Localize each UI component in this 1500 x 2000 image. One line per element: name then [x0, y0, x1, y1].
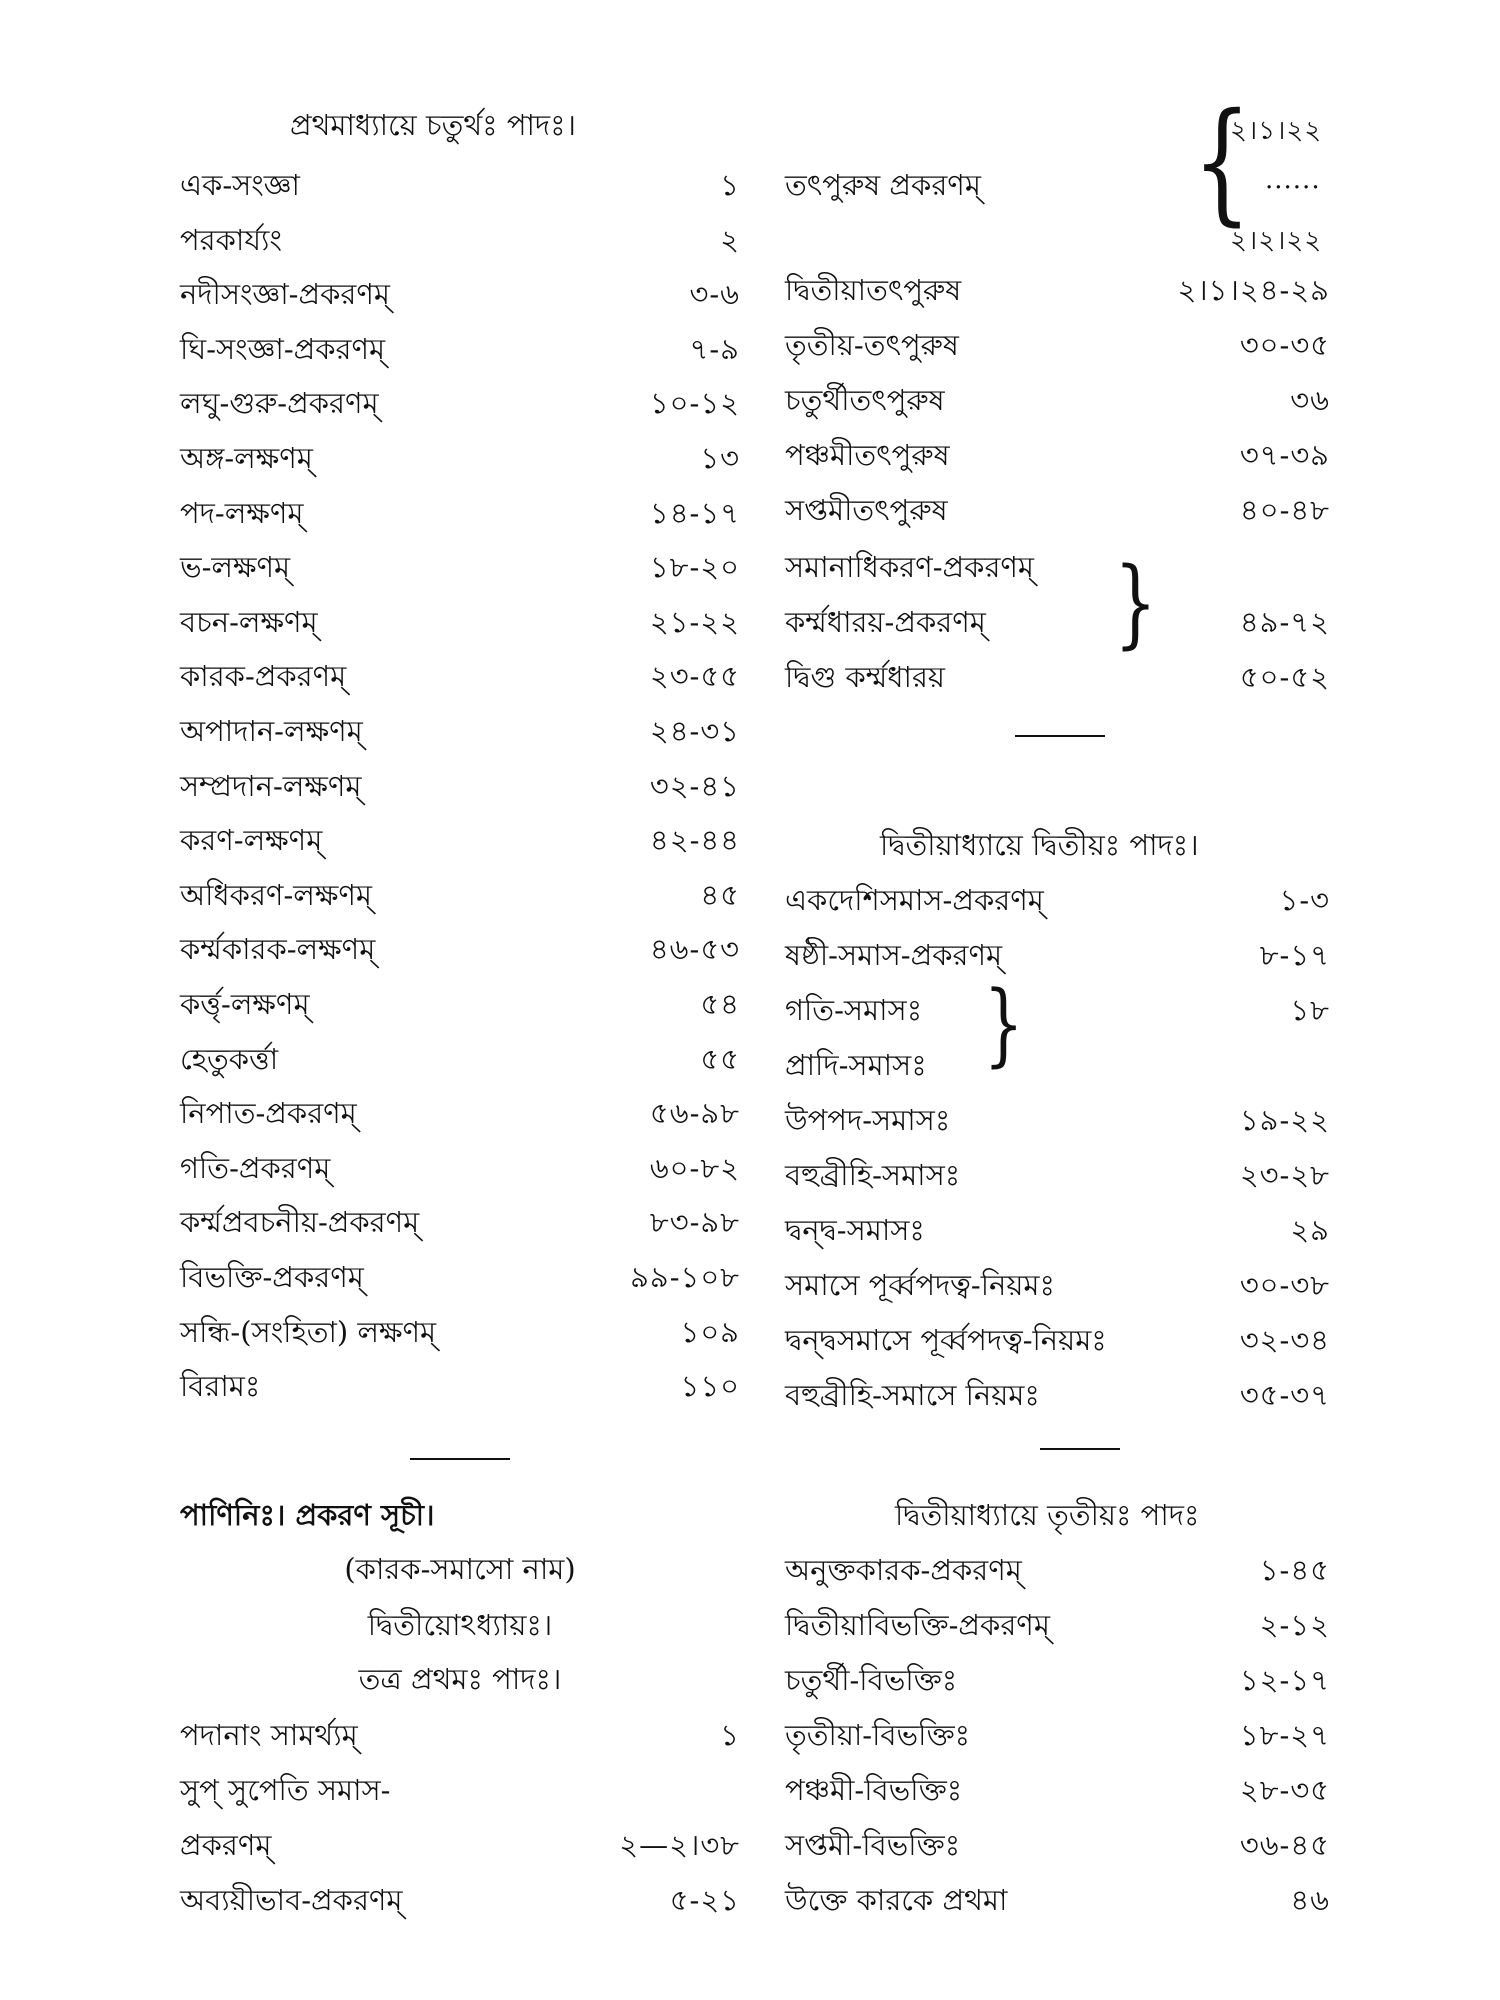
list-item: [785, 1765, 1330, 1815]
item-label: অধিকরণ-লক্ষণম্: [180, 877, 372, 912]
list-item-karmadharaya: [785, 597, 1330, 647]
list-item: [180, 1088, 740, 1138]
item-range: ৪২-৪৪: [649, 823, 740, 858]
item-label: বিরামঃ: [180, 1369, 261, 1404]
list-item: [180, 542, 740, 592]
item-label: সন্ধি-(সংহিতা) লক্ষণম্: [180, 1314, 437, 1349]
item-label: তৎপুরুষ প্রকরণম্: [785, 168, 981, 202]
item-label: চতুর্থী-বিভক্তিঃ: [785, 1663, 958, 1697]
item-label: উক্তে কারকে প্রথমা: [785, 1883, 1008, 1917]
list-item: [180, 160, 740, 210]
item-label: সমাসে পূর্ব্বপদত্ব-নিয়মঃ: [785, 1268, 1055, 1302]
item-label: ঘি-সংজ্ঞা-প্রকরণম্: [180, 331, 386, 366]
list-item: [785, 875, 1330, 925]
list-item: [180, 706, 740, 756]
item-label: বচন-লক্ষণম্: [180, 604, 318, 639]
item-label: কারক-প্রকরণম্: [180, 659, 347, 694]
item-range: ১১০: [680, 1369, 740, 1404]
item-range: ৪৯-৭২: [1239, 605, 1330, 639]
section-title-2-2: দ্বিতীয়াধ্যায়ে দ্বিতীয়ঃ পাদঃ।: [880, 828, 1199, 862]
item-range: ৪৬: [1290, 1883, 1330, 1917]
item-range: ১০-১২: [649, 386, 740, 421]
list-item: [785, 1205, 1330, 1255]
item-range: ২—২।৩৮: [619, 1828, 740, 1862]
list-item: [785, 485, 1330, 535]
item-range: ২৮-৩৫: [1239, 1773, 1330, 1807]
list-item: [180, 761, 740, 811]
item-range: ১৮-২০: [649, 550, 740, 585]
list-item: [180, 1710, 740, 1760]
list-item: [785, 1875, 1330, 1925]
list-item: [785, 430, 1330, 480]
item-label: দ্বিতীয়াতৎপুরুষ: [785, 273, 962, 307]
list-item: [785, 1655, 1330, 1705]
item-label: প্রকরণম্: [180, 1828, 272, 1862]
item-range: ৩৫-৩৭: [1239, 1378, 1330, 1412]
chapter-title: দ্বিতীয়োঽধ্যায়ঃ।: [367, 1608, 553, 1642]
list-item: [180, 1361, 740, 1411]
list-item: [785, 1150, 1330, 1200]
list-item: [785, 1600, 1330, 1650]
list-item: [785, 1820, 1330, 1870]
list-item: [785, 1095, 1330, 1145]
right-brace-icon: }: [983, 972, 1024, 1077]
item-range: ৩২-৩৪: [1239, 1323, 1330, 1357]
item-range: ৩৭-৩৯: [1239, 438, 1330, 472]
item-label: তৃতীয়-তৎপুরুষ: [785, 328, 959, 362]
item-range: ২-১২: [1259, 1608, 1330, 1642]
item-label: এক-সংজ্ঞা: [180, 168, 300, 202]
item-range: ৩০-৩৫: [1239, 328, 1330, 362]
list-item-pradi: [785, 1040, 1330, 1090]
item-label: অনুক্তকারক-প্রকরণম্: [785, 1553, 1022, 1587]
item-range: ৪৬-৫৩: [649, 932, 740, 967]
list-item: [180, 433, 740, 483]
item-range: ৬০-৮২: [649, 1150, 740, 1185]
item-range: ১২-১৭: [1239, 1663, 1330, 1697]
list-item: [180, 269, 740, 319]
list-item: [180, 651, 740, 701]
list-item: [180, 324, 740, 374]
item-label: করণ-লক্ষণম্: [180, 823, 323, 858]
item-range: ৫৫: [700, 1041, 740, 1076]
item-label: বহুব্রীহি-সমাসঃ: [785, 1158, 961, 1192]
item-range: ২৩-২৮: [1239, 1158, 1330, 1192]
list-item: [785, 1710, 1330, 1760]
item-range: ২৪-৩১: [649, 714, 740, 748]
item-label: বিভক্তি-প্রকরণম্: [180, 1260, 364, 1294]
index-title: পাণিনিঃ। প্রকরণ সূচী।: [180, 1498, 435, 1532]
item-range: ৪৫: [700, 877, 740, 912]
list-item: [785, 1315, 1330, 1365]
item-label: লঘু-গুরু-প্রকরণম্: [180, 386, 379, 421]
item-range: ১৮: [1290, 993, 1330, 1027]
item-range: ৫৬-৯৮: [649, 1096, 740, 1131]
item-label: হেতুকর্ত্তা: [180, 1041, 279, 1076]
list-item: [785, 1370, 1330, 1420]
item-range: ৯৯-১০৮: [630, 1260, 740, 1294]
list-item: [180, 1197, 740, 1247]
section-title-2-3: দ্বিতীয়াধ্যায়ে তৃতীয়ঃ পাদঃ: [895, 1498, 1200, 1532]
item-range: ১৩: [700, 441, 740, 475]
list-item: [180, 488, 740, 538]
item-label: কর্ত্তৃ-লক্ষণম্: [180, 987, 310, 1021]
item-label: ষষ্ঠী-সমাস-প্রকরণম্: [785, 938, 1003, 972]
item-label: পদানাং সামর্থ্যম্: [180, 1718, 358, 1752]
list-item: [180, 1307, 740, 1357]
item-label: ভ-লক্ষণম্: [180, 550, 291, 585]
item-label: কর্ম্মপ্রবচনীয়-প্রকরণম্: [180, 1205, 420, 1240]
list-item: [180, 1252, 740, 1302]
item-label: পদ-লক্ষণম্: [180, 495, 304, 530]
item-range: ২৯: [1290, 1213, 1330, 1247]
tatpurusha-range-bottom: ২।২।২২: [1230, 226, 1323, 256]
list-item: [785, 375, 1330, 425]
item-label: পরকার্য্যং: [180, 222, 282, 257]
item-label: দ্বন্দ্বসমাসে পূর্ব্বপদত্ব-নিয়মঃ: [785, 1323, 1107, 1357]
item-range: ১৮-২৭: [1239, 1718, 1330, 1752]
tatpurusha-range-top: ২।১।২২: [1230, 116, 1323, 146]
item-label: একদেশিসমাস-প্রকরণম্: [785, 883, 1044, 917]
item-range: ১-৩: [1279, 883, 1330, 917]
list-item: [180, 1034, 740, 1084]
item-label: গতি-প্রকরণম্: [180, 1150, 331, 1185]
item-range: ৩৬-৪৫: [1239, 1828, 1330, 1862]
item-range: ৩০-৩৮: [1239, 1268, 1330, 1302]
section-title-1-4: প্রথমাধ্যায়ে চতুর্থঃ পাদঃ।: [290, 108, 576, 142]
list-item-samanadhikarana: [785, 542, 1330, 592]
item-label: দ্বিতীয়াবিভক্তি-প্রকরণম্: [785, 1608, 1050, 1642]
list-item-dvigu: [785, 652, 1330, 702]
item-label: প্রাদি-সমাসঃ: [785, 1048, 927, 1082]
item-range: ৭-৯: [689, 331, 740, 366]
list-item: [785, 265, 1330, 315]
item-label: অঙ্গ-লক্ষণম্: [180, 441, 313, 475]
item-range: ৫০-৫২: [1239, 660, 1330, 694]
list-item: [785, 1545, 1330, 1595]
list-item: [180, 924, 740, 974]
list-item-gati: [785, 985, 1330, 1035]
item-range: ৫-২১: [669, 1883, 740, 1917]
item-range: ৮৩-৯৮: [649, 1205, 740, 1240]
item-label: কর্ম্মধারয়-প্রকরণম্: [785, 605, 986, 639]
divider-left: [410, 1458, 510, 1460]
item-label: পঞ্চমী-বিভক্তিঃ: [785, 1773, 963, 1807]
item-label: তৃতীয়া-বিভক্তিঃ: [785, 1718, 971, 1752]
item-label: চতুর্থীতৎপুরুষ: [785, 383, 945, 417]
item-range: ২৩-৫৫: [649, 659, 740, 694]
item-range: ৩-৬: [689, 277, 740, 312]
divider-right-1: [1015, 735, 1105, 737]
item-range: ৪০-৪৮: [1239, 493, 1330, 527]
list-item: [785, 320, 1330, 370]
list-item: [785, 1260, 1330, 1310]
item-range: ১৯-২২: [1239, 1103, 1330, 1137]
item-label: অব্যয়ীভাব-প্রকরণম্: [180, 1883, 403, 1917]
item-label: সপ্তমীতৎপুরুষ: [785, 493, 948, 527]
item-range: ৫৪: [700, 987, 740, 1021]
item-range: ২: [720, 222, 740, 257]
list-item: [180, 870, 740, 920]
item-label: অপাদান-লক্ষণম্: [180, 714, 363, 748]
item-label: সুপ্ সুপেতি সমাস-: [180, 1773, 391, 1807]
list-item: [785, 930, 1330, 980]
list-item: [180, 1765, 740, 1815]
item-range: ৩৬: [1290, 383, 1330, 417]
item-range: ১৪-১৭: [649, 495, 740, 530]
pada-title: তত্র প্রথমঃ পাদঃ।: [358, 1662, 562, 1696]
item-range: ২১-২২: [649, 604, 740, 639]
item-label: সম্প্রদান-লক্ষণম্: [180, 768, 362, 803]
list-item: [180, 215, 740, 265]
item-label: পঞ্চমীতৎপুরুষ: [785, 438, 950, 472]
item-range: ৩২-৪১: [649, 768, 740, 803]
tatpurusha-range-mid: ......: [1265, 165, 1321, 195]
item-label: গতি-সমাসঃ: [785, 993, 923, 1027]
item-label: দ্বন্দ্ব-সমাসঃ: [785, 1213, 925, 1247]
item-range: ১: [720, 1718, 740, 1752]
item-label: বহুব্রীহি-সমাসে নিয়মঃ: [785, 1378, 1040, 1412]
item-range: ১০৯: [680, 1314, 740, 1349]
item-label: নদীসংজ্ঞা-প্রকরণম্: [180, 277, 390, 312]
item-label: সপ্তমী-বিভক্তিঃ: [785, 1828, 961, 1862]
item-label: দ্বিগু কর্ম্মধারয়: [785, 660, 945, 694]
list-item: [180, 378, 740, 428]
item-range: ৮-১৭: [1259, 938, 1330, 972]
list-item: [180, 597, 740, 647]
divider-right-2: [1040, 1448, 1120, 1450]
item-label: নিপাত-প্রকরণম্: [180, 1096, 357, 1131]
list-item: [180, 979, 740, 1029]
list-item: [180, 1820, 740, 1870]
list-item: [180, 1875, 740, 1925]
item-range: ১-৪৫: [1259, 1553, 1330, 1587]
left-brace-icon: {: [1192, 85, 1252, 239]
item-label: উপপদ-সমাসঃ: [785, 1103, 951, 1137]
item-label: কর্ম্মকারক-লক্ষণম্: [180, 932, 376, 967]
list-item: [180, 815, 740, 865]
list-item: [180, 1143, 740, 1193]
right-brace-icon: }: [1114, 547, 1157, 659]
item-range: ২।১।২৪-২৯: [1177, 273, 1330, 307]
item-label: সমানাধিকরণ-প্রকরণম্: [785, 550, 1035, 584]
index-subtitle: (কারক-সমাসো নাম): [344, 1552, 576, 1586]
item-range: ১: [720, 168, 740, 202]
